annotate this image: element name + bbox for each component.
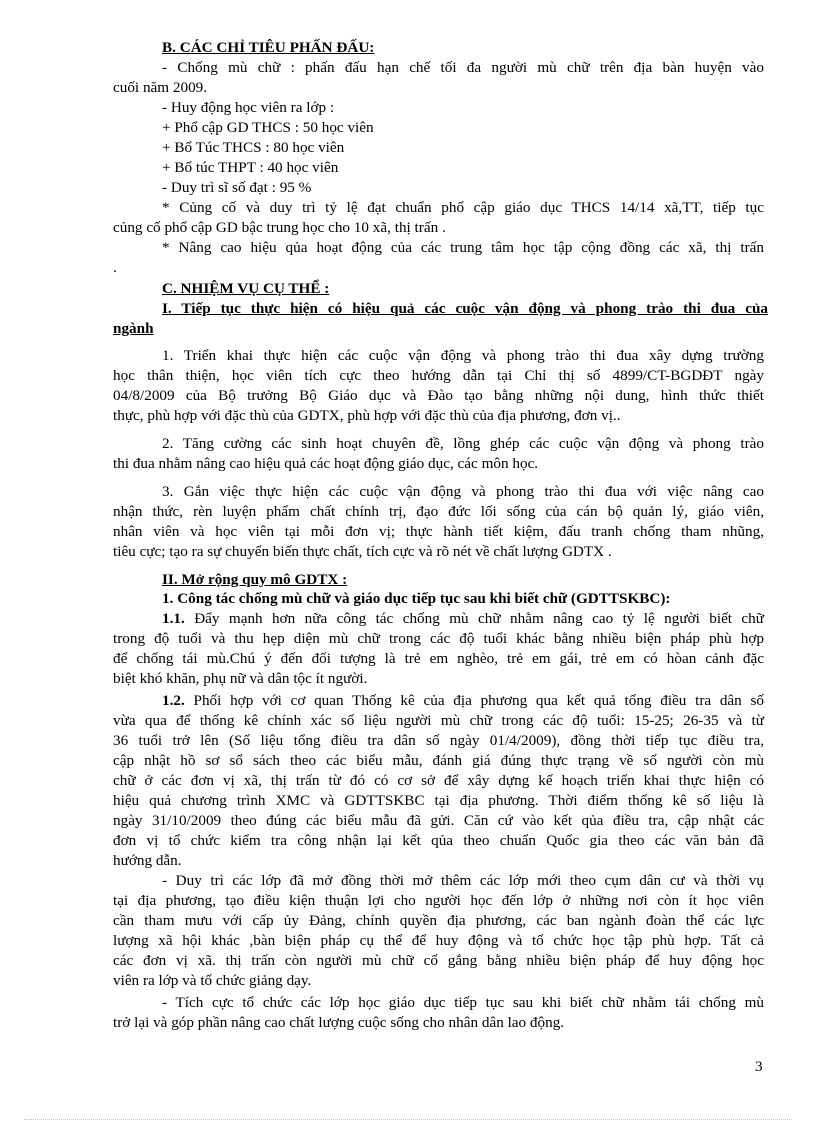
item-1-heading: 1. Công tác chống mù chữ và giáo dục tiếp tục sau khi biết chữ (GDTTSKBC): bbox=[162, 590, 671, 607]
subsection-1-heading: I. Tiếp tục thực hiện có hiệu quả các cuộc vận động và phong trào thi đua của bbox=[162, 300, 768, 317]
paragraph-line: thực, phù hợp với đặc thù của GDTX, phù hợp với đặc thù của địa phương, đơn vị.. bbox=[113, 407, 621, 424]
item-1-2-label: 1.2. bbox=[162, 692, 185, 709]
paragraph-line: tiêu cực; tạo ra sự chuyển biến thực chất, tích cực và rõ nét về chất lượng GDTX . bbox=[113, 543, 612, 560]
paragraph-line: lượng xã hội khác ,bàn biện pháp cụ thể để huy động và tổ chức học tập phù hợp. Tất cả bbox=[113, 932, 764, 949]
section-b-line: cuối năm 2009. bbox=[113, 79, 208, 96]
item-1-1-text: Đẩy mạnh hơn nữa công tác chống mù chữ nhằm nâng cao tỷ lệ người biết chữ bbox=[184, 610, 764, 627]
section-b-line: * Nâng cao hiệu qủa hoạt động của các trung tâm học tập cộng đồng các xã, thị trấn bbox=[162, 239, 764, 256]
subsection-1-heading-cont: ngành bbox=[113, 320, 154, 337]
section-b-line: củng cố phổ cập GD bậc trung học cho 10 xã, thị trấn . bbox=[113, 219, 446, 236]
paragraph-line: tại địa phương, tạo điều kiện thuận lợi cho người học đến lớp ở những nơi còn ít học viên bbox=[113, 892, 764, 909]
paragraph-line: vừa qua để thống kê chính xác số liệu người mù chữ trong các độ tuổi: 15-25; 26-35 và từ bbox=[113, 712, 764, 729]
paragraph-line: chữ ở các đơn vị xã, thị trấn từ đó có cơ sở để xây dựng kế hoạch triển khai thực hiện có bbox=[113, 772, 764, 789]
section-b-line: - Chống mù chữ : phấn đấu hạn chế tối đa người mù chữ trên địa bàn huyện vào bbox=[162, 59, 764, 76]
paragraph-line: trong độ tuổi và thu hẹp diện mù chữ trong các độ tuổi khác bằng nhiều biện pháp phù hợp bbox=[113, 630, 764, 647]
section-c-heading: C. NHIỆM VỤ CỤ THỂ : bbox=[162, 280, 330, 297]
paragraph-line: - Tích cực tổ chức các lớp học giáo dục tiếp tục sau khi biết chữ nhằm tái chống mù bbox=[162, 994, 764, 1011]
paragraph-line: - Duy trì các lớp đã mở đồng thời mở thêm các lớp mới theo cụm dân cư và thời vụ bbox=[162, 872, 764, 889]
item-1-1-label: 1.1. bbox=[162, 610, 185, 627]
paragraph-line: để chống tái mù.Chú ý đến đối tượng là trẻ em nghèo, trẻ em gái, trẻ em có hòan cảnh đặc bbox=[113, 650, 764, 667]
paragraph-line: trở lại và góp phần nâng cao chất lượng cuộc sống cho nhân dân lao động. bbox=[113, 1014, 565, 1031]
paragraph-line: nhận thức, rèn luyện phẩm chất chính trị, đạo đức lối sống của cán bộ quản lý, giáo viên, bbox=[113, 503, 764, 520]
paragraph-line: viên ra lớp và tổ chức giảng dạy. bbox=[113, 972, 312, 989]
page-footer-divider bbox=[24, 1119, 792, 1120]
paragraph-line: 36 tuổi trở lên (Số liệu tổng điều tra dân số ngày 01/4/2009), đồng thời tiếp tục điều tra, bbox=[113, 732, 764, 749]
paragraph-line: các đơn vị xã. thị trấn còn người mù chữ cố gắng bằng nhiều biện pháp để huy động học bbox=[113, 952, 764, 969]
section-b-heading: B. CÁC CHỈ TIÊU PHẤN ĐẤU: bbox=[162, 39, 375, 56]
page-number: 3 bbox=[755, 1058, 763, 1075]
section-b-line: - Duy trì sĩ số đạt : 95 % bbox=[162, 179, 312, 196]
section-b-line: + Phổ cập GD THCS : 50 học viên bbox=[162, 119, 374, 136]
paragraph-line: đơn vị tổ chức kiểm tra công nhận lại kết qủa theo chuẩn Quốc gia theo các văn bản đã bbox=[113, 832, 764, 849]
paragraph-line: cập nhật hồ sơ sổ sách theo các biểu mẫu, đánh giá đúng thực trạng về số người còn mù bbox=[113, 752, 764, 769]
section-b-line: + Bổ Túc THCS : 80 học viên bbox=[162, 139, 345, 156]
section-b-line: + Bổ túc THPT : 40 học viên bbox=[162, 159, 339, 176]
paragraph-line: 04/8/2009 của Bộ trưởng Bộ Giáo dục và Đào tạo bằng những nội dung, hình thức thiết bbox=[113, 387, 764, 404]
subsection-2-heading: II. Mở rộng quy mô GDTX : bbox=[162, 571, 348, 588]
paragraph-line: 2. Tăng cường các sinh hoạt chuyên đề, lồng ghép các cuộc vận động và phong trào bbox=[162, 435, 764, 452]
paragraph-line: nhân viên và học viên tại mỗi đơn vị; thực hành tiết kiệm, đấu tranh chống tham nhũng, bbox=[113, 523, 764, 540]
paragraph-line: học thân thiện, học viên tích cực theo hướng dẫn tại Chỉ thị số 4899/CT-BGDĐT ngày bbox=[113, 367, 764, 384]
paragraph-line: 3. Gắn việc thực hiện các cuộc vận động và phong trào thi đua với việc nâng cao bbox=[162, 483, 764, 500]
paragraph-line: cần tham mưu với cấp ủy Đảng, chính quyền địa phương, các ban ngành đoàn thể các lực bbox=[113, 912, 764, 929]
section-b-line: * Củng cố và duy trì tỷ lệ đạt chuẩn phổ cập giáo dục THCS 14/14 xã,TT, tiếp tục bbox=[162, 199, 764, 216]
paragraph-line bbox=[162, 609, 764, 628]
paragraph-line: ngày 31/10/2009 theo đúng các biểu mẫu đã gửi. Căn cứ vào kết qủa điều tra, cập nhật các bbox=[113, 812, 764, 829]
paragraph-line: hiệu quả chương trình XMC và GDTTSKBC tại địa phương. Thời điểm thống kê số liệu là bbox=[113, 792, 764, 809]
paragraph-line: 1. Triển khai thực hiện các cuộc vận động và phong trào thi đua xây dựng trường bbox=[162, 347, 764, 364]
paragraph-line: biệt khó khăn, phụ nữ và dân tộc ít người. bbox=[113, 670, 368, 687]
paragraph-line: thi đua nhằm nâng cao hiệu quả các hoạt động giáo dục, các môn học. bbox=[113, 455, 539, 472]
section-b-line: - Huy động học viên ra lớp : bbox=[162, 99, 335, 116]
paragraph-line: hướng dẫn. bbox=[113, 852, 182, 869]
paragraph-line bbox=[162, 691, 764, 710]
item-1-2-text: Phối hợp với cơ quan Thống kê của địa phương qua kết quả tổng điều tra dân số bbox=[184, 692, 764, 709]
section-b-line: . bbox=[113, 259, 117, 276]
